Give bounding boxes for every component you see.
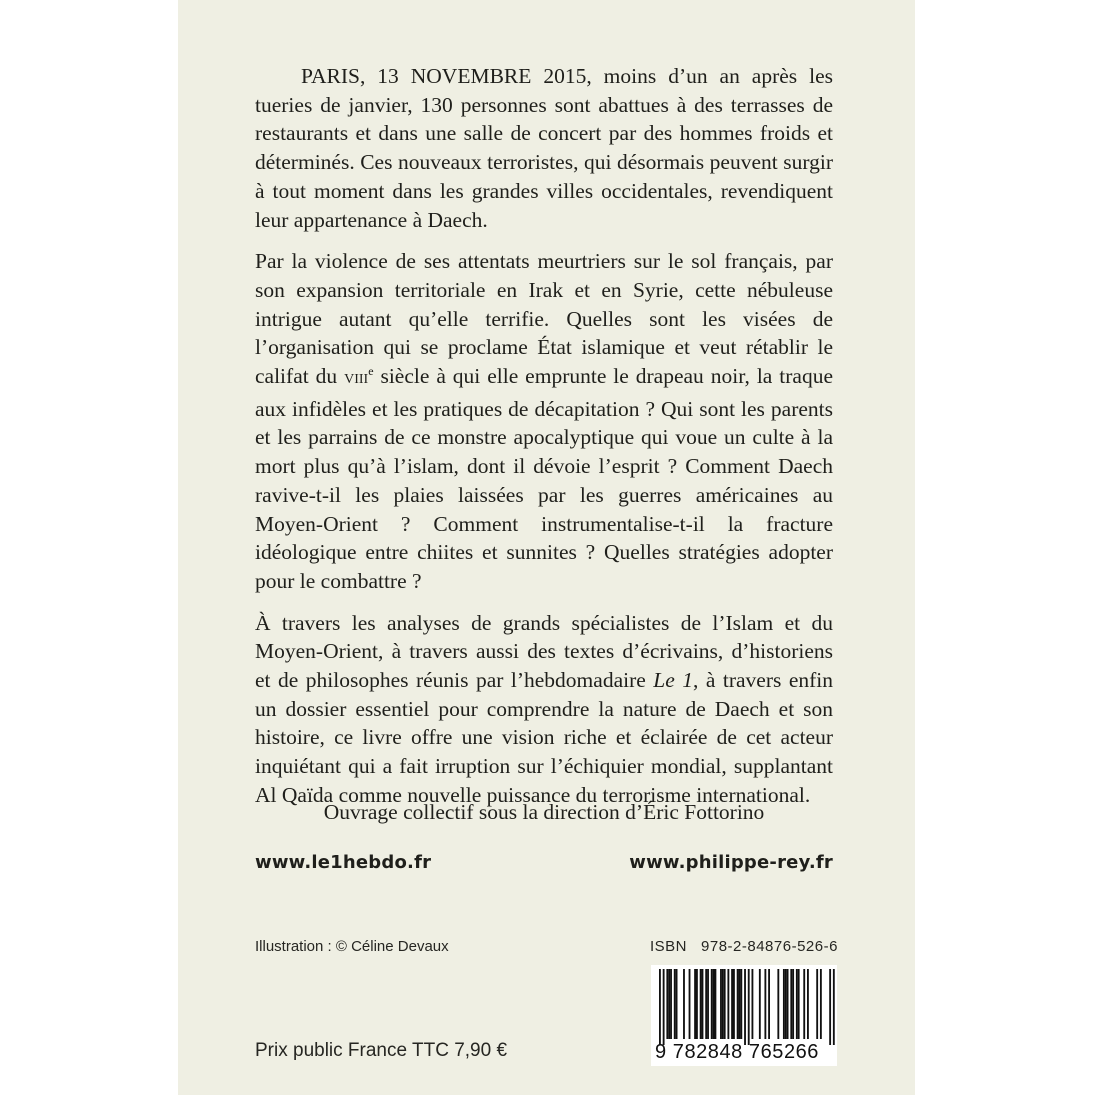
barcode-bar	[740, 969, 742, 1039]
editorial-direction: Ouvrage collectif sous la direction d’Éric Fottorino	[323, 800, 765, 824]
barcode-bar	[700, 969, 702, 1039]
barcode-bar	[694, 969, 696, 1039]
isbn-number: ISBN 978-2-84876-526-6	[650, 938, 838, 955]
paragraph-2-part-b: siècle à qui elle emprunte le drapeau noir, la traque aux infidèles et les pratiques de décapitation ? Qui sont les parents et les parrains de ce monstre apocalyptique qui voue un culte à la mort plus qu’à l’islam, dont il dévoie l’esprit ? Comment Daech ravive-t-il les plaies laissées par les guerres américaines au Moyen-Orient ? Comment instrumentalise-t-il la fracture idéologique entre chiites et sunnites ? Quelles stratégies adopter pour le combattre ?	[255, 364, 833, 593]
url-philippe-rey: www.philippe-rey.fr	[629, 852, 833, 873]
paragraph-2	[255, 247, 833, 595]
barcode-bar	[777, 969, 779, 1039]
barcode-bar	[803, 969, 805, 1039]
barcode-bar	[798, 969, 800, 1039]
barcode-bar	[759, 969, 761, 1039]
barcode-bar	[796, 969, 798, 1039]
paragraph-3-part-a: À travers les analyses de grands spécialistes de l’Islam et du Moyen-Orient, à travers aussi des textes d’écrivains, d’historiens et de philosophes réunis par l’hebdomadaire	[255, 610, 833, 693]
barcode-bar	[702, 969, 704, 1039]
journal-title: Le 1	[653, 668, 693, 693]
barcode-bar	[713, 969, 715, 1039]
url-le1hebdo: www.le1hebdo.fr	[255, 852, 432, 873]
barcode-guard-bar	[748, 969, 750, 1045]
paragraph-3-part-b: , à travers enfin un dossier essentiel pour comprendre la nature de Daech et son histoire, ce livre offre une vision riche et éclairée de cet acteur inquiétant qui a fait irruption sur l’échiquier mondial, supplantant Al Qaïda comme nouvelle puissance du terrorisme international.	[255, 668, 833, 807]
century-numeral: VIII	[344, 372, 369, 388]
barcode-bar	[737, 969, 739, 1039]
barcode-bar	[705, 969, 707, 1039]
barcode-bar	[720, 969, 722, 1039]
barcode-bar	[752, 969, 754, 1039]
illustration-credit: Illustration : © Céline Devaux	[255, 938, 449, 955]
barcode-guard-bar	[833, 969, 835, 1045]
barcode-bar	[783, 969, 785, 1039]
barcode-bar	[727, 969, 729, 1039]
barcode-guard-bar	[829, 969, 831, 1045]
barcode-bar	[670, 969, 672, 1039]
barcode-guard-bar	[744, 969, 746, 1045]
barcode-bar	[764, 969, 766, 1039]
paragraph-3	[255, 609, 833, 810]
barcode	[651, 965, 837, 1066]
barcode-bar	[733, 969, 735, 1039]
barcode-bar	[722, 969, 724, 1039]
barcode-bar	[711, 969, 713, 1039]
barcode-bars	[651, 965, 837, 1045]
price: Prix public France TTC 7,90 €	[255, 1040, 508, 1061]
barcode-bar	[689, 969, 691, 1039]
barcode-bar	[715, 969, 717, 1039]
barcode-bar	[807, 969, 809, 1039]
barcode-bar	[790, 969, 792, 1039]
barcode-guard-bar	[659, 969, 661, 1045]
barcode-bar	[731, 969, 733, 1039]
century-superscript: e	[368, 363, 374, 378]
barcode-guard-bar	[663, 969, 665, 1045]
barcode-bar	[787, 969, 789, 1039]
barcode-bar	[792, 969, 794, 1039]
barcode-bar	[768, 969, 770, 1039]
barcode-bar	[676, 969, 678, 1039]
barcode-bar	[696, 969, 698, 1039]
barcode-bar	[674, 969, 676, 1039]
barcode-bar	[820, 969, 822, 1039]
barcode-bar	[739, 969, 741, 1039]
barcode-bar	[707, 969, 709, 1039]
paragraph-1: PARIS, 13 NOVEMBRE 2015, moins d’un an après les tueries de janvier, 130 personnes sont abattues à des terrasses de restaurants et dans une salle de concert par des hommes froids et déterminés. Ces nouveaux terroristes, qui désormais peuvent surgir à tout moment dans les grandes villes occidentales, revendiquent leur appartenance à Daech.	[255, 64, 833, 232]
barcode-bar	[668, 969, 670, 1039]
blurb-text	[255, 62, 833, 823]
barcode-digits: 9 782848 765266	[655, 1041, 819, 1063]
barcode-bar	[666, 969, 668, 1039]
barcode-bar	[724, 969, 726, 1039]
paragraph-2-part-a: Par la violence de ses attentats meurtriers sur le sol français, par son expansion territoriale en Irak et en Syrie, cette nébuleuse intrigue autant qu’elle terrifie. Quelles sont les visées de l’organisation qui se proclame État islamique et veut rétablir le califat du	[255, 249, 833, 389]
barcode-bar	[816, 969, 818, 1039]
barcode-bar	[683, 969, 685, 1039]
barcode-bar	[785, 969, 787, 1039]
